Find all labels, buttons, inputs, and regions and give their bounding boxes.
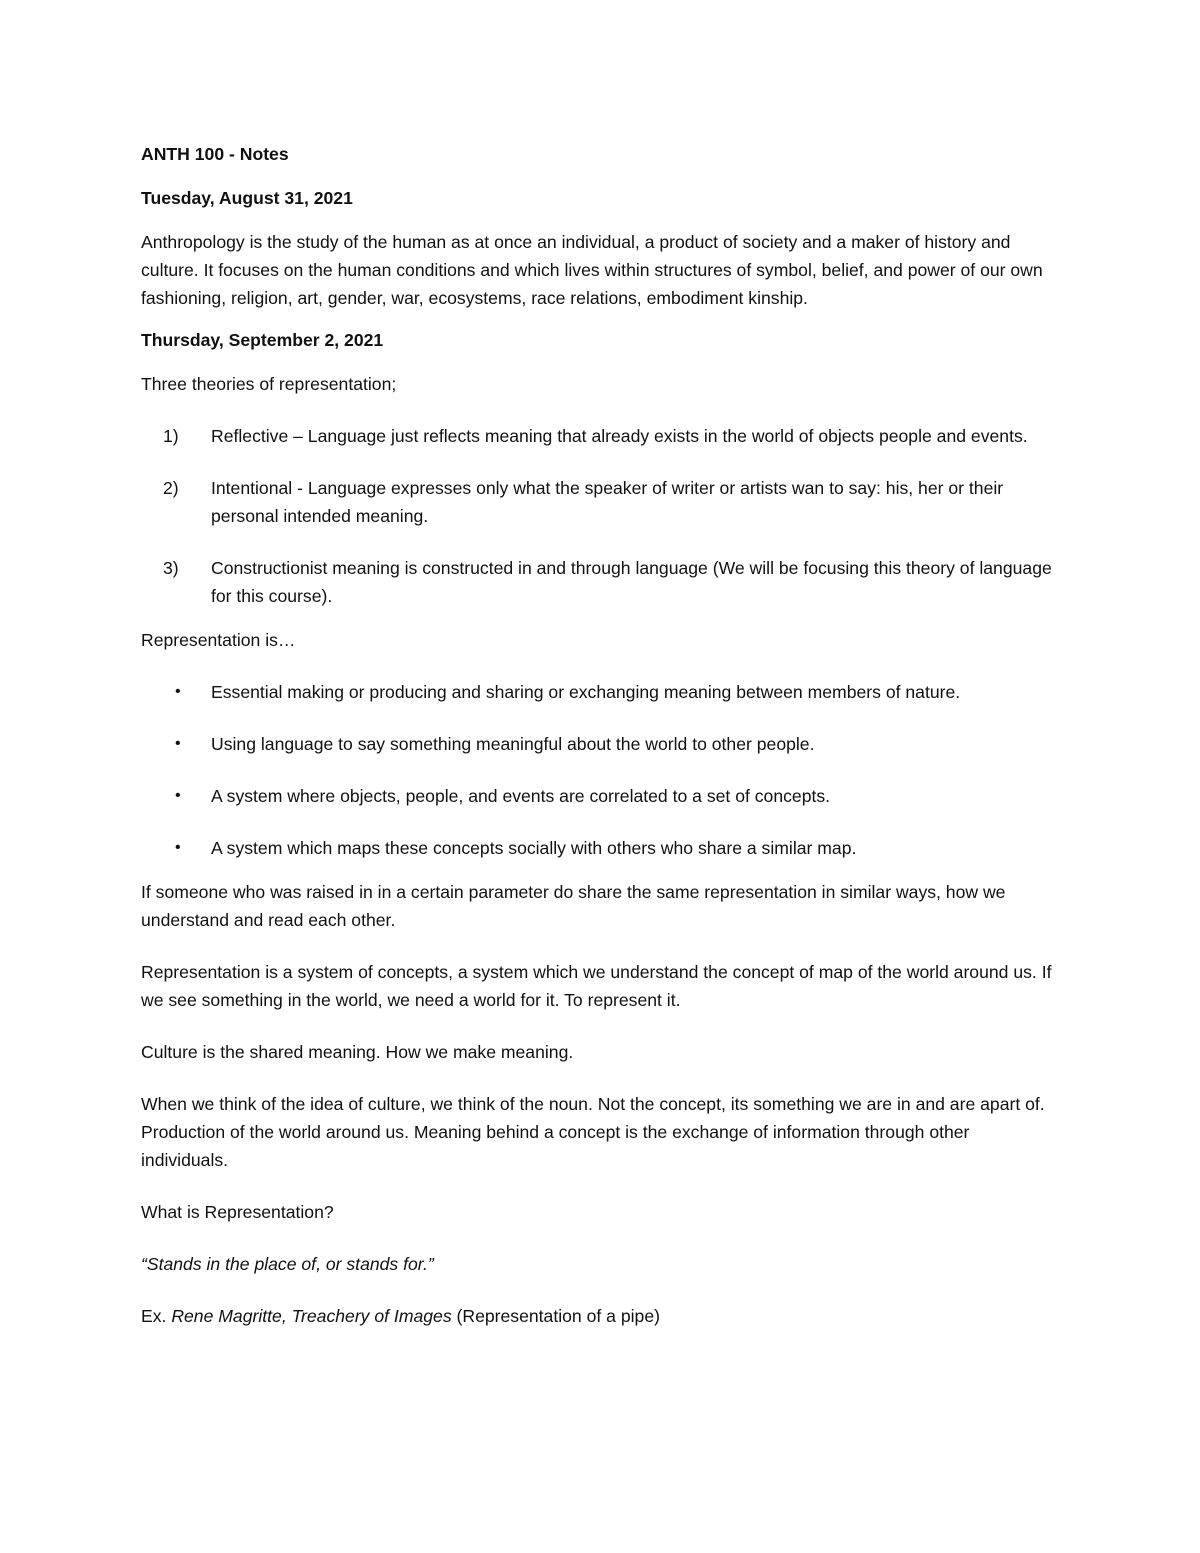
list-item [141, 422, 1061, 450]
representation-bullets [141, 678, 1061, 862]
list-item-text: Intentional - Language expresses only what the speaker of writer or artists wan to say: his, her or their personal intended meaning. [211, 478, 1004, 526]
theories-list [141, 422, 1061, 610]
example-prefix: Ex. [141, 1306, 172, 1326]
list-item [141, 474, 1061, 530]
list-number: 1) [163, 426, 179, 446]
list-item-text: Using language to say something meaningful about the world to other people. [211, 734, 815, 754]
list-item [141, 554, 1061, 610]
list-item [141, 782, 1061, 810]
list-item-text: A system which maps these concepts socially with others who share a similar map. [211, 838, 857, 858]
list-item [141, 834, 1061, 862]
bullet-icon: • [175, 735, 181, 752]
theories-intro: Three theories of representation; [141, 374, 397, 394]
list-item-text: Constructionist meaning is constructed in and through language (We will be focusing this theory of language for this course). [211, 558, 1052, 606]
document-title: ANTH 100 - Notes [141, 144, 289, 164]
list-item [141, 730, 1061, 758]
representation-quote [141, 1250, 1061, 1278]
date-heading-sep-2: Thursday, September 2, 2021 [141, 330, 384, 350]
list-number: 3) [163, 558, 179, 578]
quote-text: “Stands in the place of, or stands for.” [141, 1254, 434, 1274]
anthropology-definition-paragraph: Anthropology is the study of the human as at once an individual, a product of society and a maker of history and culture. It focuses on the human conditions and which lives within structures of symbol, belief, and power of our own fashioning, religion, art, gender, war, ecosystems, race relations, embodiment kinship. [141, 232, 1043, 308]
list-item-text: Essential making or producing and sharing or exchanging meaning between members of nature. [211, 682, 961, 702]
bullet-icon: • [175, 839, 181, 856]
date-heading-aug-31: Tuesday, August 31, 2021 [141, 188, 353, 208]
bullet-icon: • [175, 787, 181, 804]
example-line [141, 1302, 1061, 1330]
list-item [141, 678, 1061, 706]
document-page [141, 140, 1061, 1344]
list-item-text: Reflective – Language just reflects meaning that already exists in the world of objects people and events. [211, 426, 1028, 446]
list-number: 2) [163, 478, 179, 498]
example-work-title: Rene Magritte, Treachery of Images [171, 1306, 452, 1326]
example-suffix: (Representation of a pipe) [451, 1306, 660, 1326]
culture-idea-paragraph: When we think of the idea of culture, we think of the noun. Not the concept, its something we are in and are apart of. Production of the world around us. Meaning behind a concept is the exchange of information through other individuals. [141, 1094, 1045, 1170]
list-item-text: A system where objects, people, and events are correlated to a set of concepts. [211, 786, 831, 806]
culture-shared-meaning-paragraph: Culture is the shared meaning. How we make meaning. [141, 1042, 574, 1062]
shared-representation-paragraph: If someone who was raised in in a certain parameter do share the same representation in similar ways, how we understand and read each other. [141, 882, 1006, 930]
bullet-icon: • [175, 683, 181, 700]
what-is-representation-question: What is Representation? [141, 1202, 334, 1222]
system-of-concepts-paragraph: Representation is a system of concepts, a system which we understand the concept of map of the world around us. If we see something in the world, we need a world for it. To represent it. [141, 962, 1052, 1010]
representation-intro: Representation is… [141, 630, 296, 650]
